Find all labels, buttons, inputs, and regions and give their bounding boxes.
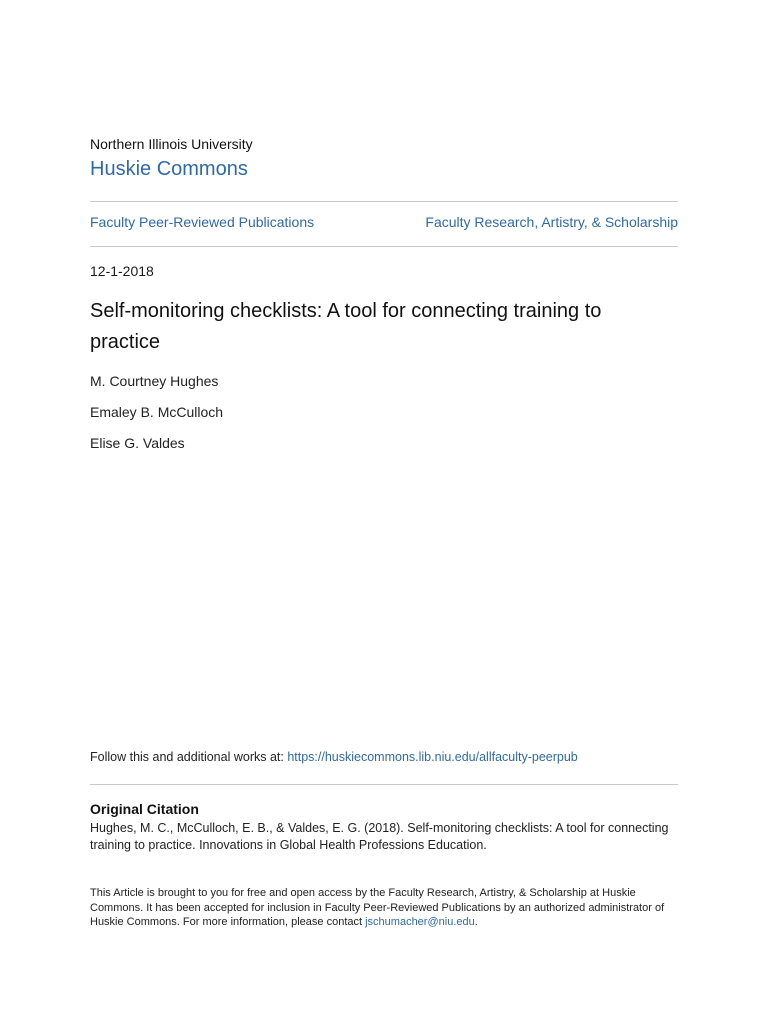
notice-suffix: . bbox=[474, 916, 478, 928]
access-notice bbox=[90, 886, 680, 930]
citation-heading: Original Citation bbox=[90, 801, 199, 817]
author-name: Elise G. Valdes bbox=[90, 435, 185, 451]
community-link[interactable]: Faculty Research, Artistry, & Scholarship bbox=[425, 214, 678, 230]
citation-text: Hughes, M. C., McCulloch, E. B., & Valdes, E. G. (2018). Self-monitoring checklists: A tool for connecting training to practice. Innovations in Global Health Professions Education. bbox=[90, 821, 669, 852]
article-title: Self-monitoring checklists: A tool for connecting training to practice bbox=[90, 300, 602, 353]
repository-link[interactable]: Huskie Commons bbox=[90, 158, 248, 180]
collection-url-link[interactable]: https://huskiecommons.lib.niu.edu/allfaculty-peerpub bbox=[287, 750, 578, 764]
author-name: M. Courtney Hughes bbox=[90, 373, 219, 389]
divider bbox=[90, 246, 678, 247]
publication-date: 12-1-2018 bbox=[90, 263, 154, 279]
divider bbox=[90, 201, 678, 202]
university-name: Northern Illinois University bbox=[90, 136, 253, 152]
collection-link[interactable]: Faculty Peer-Reviewed Publications bbox=[90, 214, 315, 230]
divider bbox=[90, 784, 678, 785]
author-name: Emaley B. McCulloch bbox=[90, 404, 224, 420]
notice-text: This Article is brought to you for free and open access by the Faculty Research, Artistry, & Scholarship at Huskie Commons. It has been accepted for inclusion in Faculty Peer-Reviewed Publications by an authorized administrator of Huskie Commons. For more information, please contact bbox=[90, 887, 665, 928]
follow-line bbox=[90, 750, 578, 764]
follow-prefix: Follow this and additional works at: bbox=[90, 750, 288, 764]
contact-email-link[interactable]: jschumacher@niu.edu bbox=[365, 916, 475, 928]
